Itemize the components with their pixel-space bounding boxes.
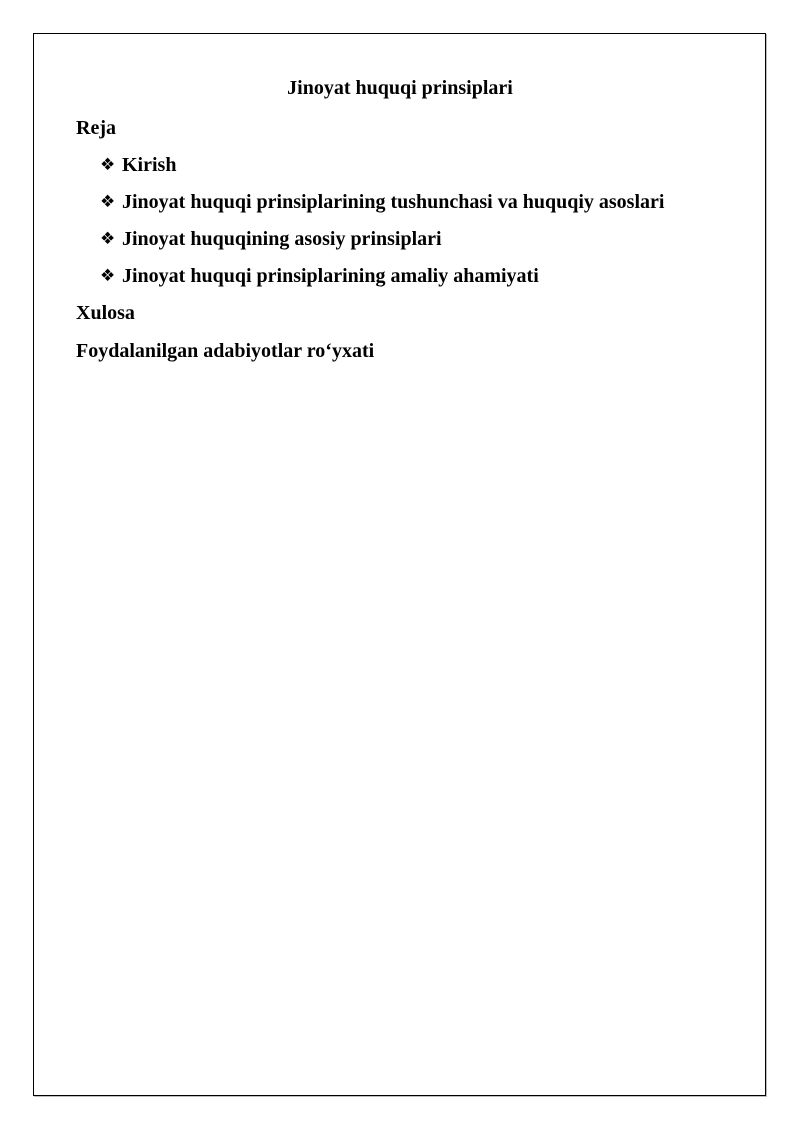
diamond-bullet-icon: ❖ <box>100 266 116 286</box>
plan-heading: Reja <box>76 117 116 139</box>
plan-item-asosiy-prinsiplar <box>100 227 442 251</box>
plan-item-kirish <box>100 153 176 177</box>
plan-item-label: Kirish <box>122 154 177 176</box>
plan-item-label: Jinoyat huquqi prinsiplarining tushunchasi va huquqiy asoslari <box>122 191 665 213</box>
references-heading: Foydalanilgan adabiyotlar ro‘yxati <box>76 340 375 362</box>
plan-item-tushunchasi <box>100 190 664 214</box>
plan-item-label: Jinoyat huquqining asosiy prinsiplari <box>122 228 442 250</box>
diamond-bullet-icon: ❖ <box>100 155 116 175</box>
diamond-bullet-icon: ❖ <box>100 192 116 212</box>
plan-item-label: Jinoyat huquqi prinsiplarining amaliy ahamiyati <box>122 265 539 287</box>
plan-item-amaliy-ahamiyati <box>100 264 539 288</box>
diamond-bullet-icon: ❖ <box>100 229 116 249</box>
document-title: Jinoyat huquqi prinsiplari <box>287 77 513 99</box>
conclusion-heading: Xulosa <box>76 302 135 324</box>
